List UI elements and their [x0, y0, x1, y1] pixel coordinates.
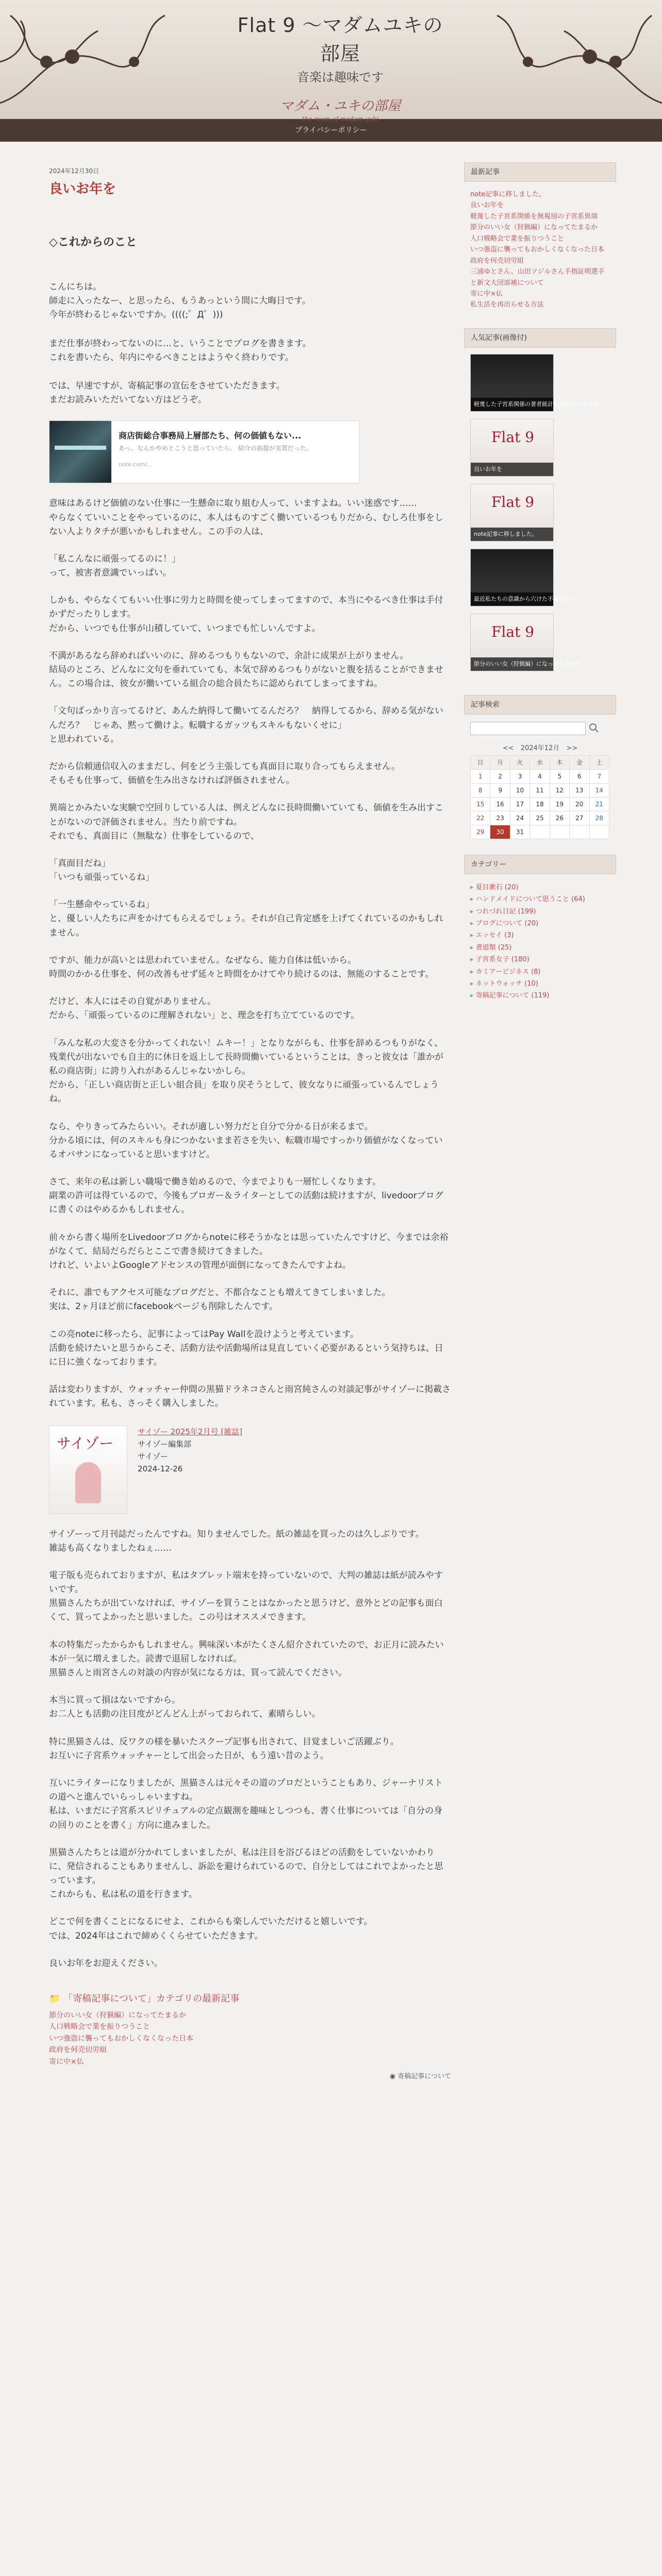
paragraph: こんにちは。	[49, 282, 102, 292]
paragraph: これからも、私は私の道を行きます。	[49, 1889, 197, 1900]
category-link[interactable]: ▸ ネットウォッチ (10)	[470, 978, 610, 990]
post-body-2	[49, 1528, 451, 1971]
paragraph: それでも、真面目に（無駄な）仕事をしているので、	[49, 831, 259, 841]
recent-link[interactable]: いつ強盗に襲ってもおかしくなくなった日本	[470, 246, 605, 254]
calendar-day	[589, 825, 609, 839]
paragraph: では、早速ですが、寄稿記事の宣伝をさせていただきます。	[49, 380, 285, 391]
search-box	[470, 722, 610, 735]
calendar-day[interactable]: 24	[510, 811, 529, 825]
calendar-day[interactable]: 14	[589, 783, 609, 797]
paragraph: 雑誌も高くなりましたねぇ……	[49, 1543, 172, 1553]
link-card-title[interactable]: 商店街総合事務局上層部たち、何の価値もない...	[119, 431, 302, 441]
paragraph: 実は、2ヶ月ほど前にfacebookページも削除したんです。	[49, 1301, 278, 1312]
calendar-day	[530, 825, 550, 839]
related-link[interactable]: いつ強盗に襲ってもおかしくなくなった日本	[49, 2034, 193, 2043]
calendar-day[interactable]: 11	[530, 783, 550, 797]
paragraph: 話は変わりますが、ウォッチャー仲間の黒猫ドラネコさんと雨宮純さんの対談記事がサイゾーに掲載されています。私も、さっそく購入しました。	[49, 1384, 451, 1409]
paragraph: 黒猫さんたちが出ていなければ、サイゾーを買うことはなかったと思うけど、意外とどの記事も面白くて、買ってよかったと思いました。この号はオススメできます。	[49, 1598, 443, 1623]
sidebar	[464, 162, 616, 1009]
calendar-day[interactable]: 25	[530, 811, 550, 825]
calendar-day[interactable]: 9	[490, 783, 510, 797]
post-date: 2024年12月30日	[49, 167, 100, 175]
category-link[interactable]: ▸ エッセイ (3)	[470, 929, 610, 941]
paragraph: 前々から書く場所をLivedoorブログからnoteに移そうかなとは思っていたんですけど、今までは余裕がなくて、結局だらだらとここで書き続けてきました。	[49, 1232, 449, 1257]
recent-link[interactable]: 政府を何売切労組	[470, 257, 524, 265]
paragraph: 副業の許可は得ているので、今後もブロガー＆ライターとしての活動は続けますが、livedoorブログに書くのはやめるかもしれません。	[49, 1191, 443, 1215]
paragraph: さて、来年の私は新しい職場で働き始めるので、今までよりも一層忙しくなります。	[49, 1177, 381, 1188]
category-icon: ◉	[389, 2072, 396, 2080]
calendar-day[interactable]: 30	[490, 825, 510, 839]
calendar-day[interactable]: 4	[530, 769, 550, 783]
paragraph: 結局のところ、どんなに文句を垂れていても、本気で辞めるつもりがないと腹を括ることができません。この場合は、彼女が働いている組合の総合員たちに認められてしまってますね。	[49, 665, 443, 689]
calendar-weekday: 木	[550, 755, 569, 769]
category-link[interactable]: ▸ ブログについて (20)	[470, 918, 610, 929]
calendar-day[interactable]: 12	[550, 783, 569, 797]
intro-block	[49, 337, 451, 365]
calendar-day[interactable]: 18	[530, 797, 550, 811]
calendar-weekday: 月	[490, 755, 510, 769]
link-card-thumbnail	[49, 421, 111, 483]
calendar-day[interactable]: 8	[471, 783, 490, 797]
paragraph: 「文句ばっかり言ってるけど、あんた納得して働いてるんだろ？ 納得してるから、辞める気がないんだろ？ じゃあ、黙って働けよ。転職するガッツもスキルもないくせに」	[49, 706, 443, 731]
calendar-day[interactable]: 22	[471, 811, 490, 825]
calendar-day[interactable]: 5	[550, 769, 569, 783]
main-column	[49, 166, 451, 2080]
product-link[interactable]: サイゾー 2025年2月号 [雑誌]	[138, 1427, 242, 1436]
calendar-day[interactable]: 17	[510, 797, 529, 811]
folder-icon: 📁	[49, 1993, 61, 2004]
paragraph: まだお読みいただいてない方はどうぞ。	[49, 395, 207, 405]
paragraph: 今年が終わるじゃないですか。((((;゜Д゜)))	[49, 310, 223, 320]
paragraph: 特に黒猫さんは、反ワクの様を暴いたスクープ記事も出されて、目覚ましいご活躍ぶり。	[49, 1736, 399, 1747]
calendar-day[interactable]: 26	[550, 811, 569, 825]
site-logo-text: マダム・ユキの部屋	[279, 98, 401, 114]
paragraph: 本の特集だったからかもしれません。興味深い本がたくさん紹介されていたので、お正月に読みたい本が一気に増えました。読書で退屈しなければ。	[49, 1639, 444, 1664]
calendar-weekday: 火	[510, 755, 529, 769]
paragraph: 電子版も売られておりますが、私はタブレット端末を持っていないので、大判の雑誌は紙が読みやすいです。	[49, 1570, 443, 1595]
product-publisher: サイゾー編集部	[138, 1439, 191, 1449]
paragraph: 異端とかみたいな実験で空回りしている人は、例えどんなに長時間働いていても、価値を生み出すことがないので評価されません。当たり前ですね。	[49, 803, 443, 827]
calendar-day[interactable]: 3	[510, 769, 529, 783]
paragraph: これを書いたら、年内にやるべきことはようやく終わりです。	[49, 352, 294, 363]
calendar-day	[550, 825, 569, 839]
paragraph: 良いお年をお迎えください。	[49, 1958, 163, 1969]
site-logo-subtext: the room of madam yuki	[302, 115, 379, 123]
paragraph: 「一生懸命やっているね」	[49, 900, 154, 910]
paragraph: どこで何を書くことになるにせよ、これからも楽しんでいただけると嬉しいです。	[49, 1917, 373, 1927]
product-box[interactable]	[49, 1426, 451, 1514]
calendar-day[interactable]: 1	[471, 769, 490, 783]
paragraph: だから、「正しい商店街と正しい組合員」を取り戻そうとして、彼女なりに頑張っているんでしょうね。	[49, 1080, 439, 1105]
post-body	[49, 497, 451, 1411]
calendar	[470, 742, 610, 839]
search-heading: 記事検索	[464, 695, 616, 715]
paragraph: お互いに子宮系ウォッチャーとして出会った日が、もう遠い昔のよう。	[49, 1750, 329, 1761]
related-heading: 📁 「寄稿記事について」カテゴリの最新記事	[49, 1993, 240, 2004]
paragraph: 黒猫さんと雨宮さんの対談の内容が気になる方は、買って読んでください。	[49, 1668, 347, 1678]
popular-list	[464, 348, 616, 685]
link-card-url: note.com/...	[119, 461, 153, 468]
paragraph: けれど、いよいよGoogleアドセンスの管理が面倒になってきたんですよね。	[49, 1260, 351, 1270]
blog-header	[0, 0, 662, 123]
site-brand[interactable]	[232, 9, 449, 123]
related-link[interactable]: 人口戦略会で業を振りつうこと	[49, 2023, 150, 2031]
category-link[interactable]: ▸ 子宮系女子 (180)	[470, 954, 610, 965]
site-title[interactable]: Flat 9 〜マダムユキの部屋	[237, 14, 443, 65]
paragraph: って、被害者意識でいっぱい。	[49, 568, 172, 579]
post-title[interactable]: 良いお年を	[49, 181, 117, 197]
paragraph: 師走に入ったなー、と思ったら、もうあっという間に大晦日です。	[49, 296, 311, 307]
search-input[interactable]	[470, 722, 586, 735]
product-name: サイゾー	[138, 1451, 168, 1461]
paragraph: だから、「頑張っているのに理解されない」と、理念を打ち立てているのです。	[49, 1010, 360, 1021]
paragraph: 「私こんなに頑張ってるのに！」	[49, 553, 180, 564]
paragraph: なら、やりきってみたらいい。それが適しい努力だと自分で分かる日が来るまで。	[49, 1121, 373, 1132]
calendar-weekday: 日	[471, 755, 490, 769]
recent-link[interactable]: 三浦ゆとさん、山田ソジルさん手指証明選手と新文大団部補について	[470, 268, 605, 287]
calendar-day[interactable]: 27	[570, 811, 589, 825]
category-link[interactable]: ▸ ハンドメイドについて思うこと (64)	[470, 893, 610, 905]
category-link[interactable]: ▸ 夏目漱石 (20)	[470, 882, 610, 893]
calendar-weekday: 金	[570, 755, 589, 769]
intro-block	[49, 379, 451, 407]
popular-thumb[interactable]: 最近私たちの意識から穴けた不利を引い	[470, 549, 554, 606]
category-list	[464, 874, 616, 1009]
calendar-day[interactable]: 10	[510, 783, 529, 797]
paragraph: 「みんな私の大変さを分かってくれない！ムキー！」となりながらも、仕事を辞めるつもりがなく、残業代が出ないでも自主的に休日を返上して長時間働いているということは、きっと彼女は「誰かが私の商店街」に誇り入れがあるんじゃないかしら。	[49, 1038, 443, 1076]
paragraph: 意味はあるけど価値のない仕事に一生懸命に取り組む人って、いますよね。いい迷惑です……	[49, 498, 417, 509]
calendar-day[interactable]: 6	[570, 769, 589, 783]
site-subtitle: 音楽は趣味です	[297, 70, 384, 84]
recent-link[interactable]: 人口戦略会で業を振りつうこと	[470, 234, 565, 243]
paragraph: 分かる頃には、何のスキルも身につかないまま若さを失い、転職市場ですっかり価値がなくなっているオバサンになっていると思いますけど。	[49, 1135, 443, 1160]
calendar-day[interactable]: 23	[490, 811, 510, 825]
post-category-footer[interactable]: ◉ 寄稿記事について	[389, 2072, 451, 2080]
category-link[interactable]: ▸ カミアービジネス (8)	[470, 966, 610, 978]
paragraph: と思われている。	[49, 734, 119, 744]
recent-list	[464, 182, 616, 318]
paragraph: だから、いつでも仕事が山積していて、いつまでも忙しいんですよ。	[49, 623, 321, 634]
calendar-day	[570, 825, 589, 839]
category-link[interactable]: ▸ 寄稿記事について (119)	[470, 990, 610, 1002]
popular-heading: 人気記事(画像付)	[464, 328, 616, 348]
calendar-day[interactable]: 20	[570, 797, 589, 811]
paragraph: この亮noteに移ったら、記事によってはPay Wallを設けようと考えています。	[49, 1329, 359, 1340]
calendar-day[interactable]: 13	[570, 783, 589, 797]
recent-link[interactable]: 軽蔑した子宮系関係を無視別の子宮系異端	[470, 212, 598, 221]
paragraph: ですが、能力が高いとは思われていません。なぜなら、能力自体は低いから。	[49, 955, 357, 965]
paragraph: 互いにライターになりましたが、黒猫さんは元々その道のプロだということもあり、ジャーナリストの道へと進んでいらっしゃいますね。	[49, 1777, 443, 1803]
paragraph: 黒猫さんたちとは道が分かれてしまいましたが、私は注目を浴びるほどの活動をしていないかわりに、発信されることもありませんし、訴訟を避けられているので、自分としてはこれでよかったと思っています。	[49, 1847, 443, 1886]
paragraph: と、優しい人たちに声をかけてもらえるでしょう。それが自己肯定感を上げてくれているのかもしれません。	[49, 913, 443, 938]
paragraph: お二人とも活動の注目度がどんどん上がっておられて、素晴らしい。	[49, 1709, 321, 1720]
search-icon[interactable]	[588, 722, 600, 734]
recent-link[interactable]: 節分のいい女（狩猟編）になってたまるか	[470, 224, 598, 232]
recent-link[interactable]: 寄に中×仏	[470, 290, 503, 298]
popular-thumb[interactable]: Flat 9 note記事に移しました。	[470, 484, 554, 541]
recent-link[interactable]: 私生活を再出らせる方法	[470, 301, 544, 309]
category-link[interactable]: ▸ 書道類 (25)	[470, 942, 610, 954]
related-posts	[49, 1991, 451, 2080]
calendar-day[interactable]: 7	[589, 769, 609, 783]
calendar-day[interactable]: 28	[589, 811, 609, 825]
category-link[interactable]: ▸ つれづれ日記 (199)	[470, 906, 610, 918]
product-date: 2024-12-26	[138, 1464, 183, 1473]
ornament-left-icon	[0, 0, 170, 118]
link-card-description: あっ、なんかやめとこうと思っていたら。 紹介の前提が実質だった。	[119, 445, 312, 452]
recent-heading: 最新記事	[464, 162, 616, 182]
paragraph: 「いつも頑張っているね」	[49, 872, 154, 883]
paragraph: だけど、本人にはその自覚がありません。	[49, 996, 217, 1007]
recent-link[interactable]: note記事に移しました。	[470, 191, 546, 198]
ornament-right-icon	[492, 0, 662, 118]
paragraph: 「真面目だね」	[49, 858, 110, 869]
link-card[interactable]	[49, 420, 359, 483]
related-link[interactable]: 節分のいい女（狩猟編）になってたまるか	[49, 2011, 186, 2020]
calendar-day[interactable]: 15	[471, 797, 490, 811]
calendar-caption[interactable]: << 2024年12月 >>	[502, 744, 578, 752]
paragraph: 不満があるなら辞めればいいのに、辞めるつもりもないので、余計に成果が上がりません。	[49, 650, 409, 661]
paragraph: だから信頼通信収入のままだし、何をどう主張しても真面目に取り合ってもらえません。	[49, 761, 401, 772]
calendar-weekday: 水	[530, 755, 550, 769]
popular-thumb[interactable]: Flat 9 節分のいい女（狩猟編）になってたまるか	[470, 614, 554, 671]
popular-thumb[interactable]: Flat 9 良いお年を	[470, 419, 554, 477]
privacy-policy-link[interactable]: プライバシーポリシー	[295, 126, 367, 134]
calendar-day[interactable]: 16	[490, 797, 510, 811]
paragraph: そもそも仕事って、価値を生み出さなければ評価されません。	[49, 775, 295, 786]
recent-link[interactable]: 良いお年を	[470, 201, 504, 210]
popular-thumb[interactable]: 軽蔑した子宮系関係の著者統計を無視別の子宮系	[470, 354, 554, 412]
category-heading: カテゴリー	[464, 855, 616, 874]
related-link[interactable]: 寄に中×仏	[49, 2057, 84, 2066]
paragraph: 私は、いまだに子宮系スピリチュアルの定点観測を趣味としつつも、書く仕事については「自分の身の回りのことを書く」方向に進みました。	[49, 1806, 443, 1831]
paragraph: 本当に買って損はないですから。	[49, 1695, 180, 1706]
calendar-day[interactable]: 31	[510, 825, 529, 839]
book-cover-image[interactable]: サイゾー	[49, 1426, 127, 1514]
section-heading: ◇これからのこと	[49, 236, 137, 249]
calendar-table	[470, 755, 609, 839]
paragraph: 活動を続けたいと思うからこそ、活動方法や活動場所は見直していく必要があるという気持ちは、日に日に強くなっております。	[49, 1343, 443, 1367]
calendar-day[interactable]: 19	[550, 797, 569, 811]
paragraph: サイゾーって月刊誌だったんですね。知りませんでした。紙の雑誌を買ったのは久しぶりです。	[49, 1529, 424, 1539]
paragraph: それに、誰でもアクセス可能なブログだと、不都合なことも増えてきてしまいました。	[49, 1287, 391, 1298]
paragraph: まだ仕事が終わってないのに…と、いうことでブログを書きます。	[49, 338, 311, 349]
calendar-day[interactable]: 2	[490, 769, 510, 783]
paragraph: しかも、やらなくてもいい仕事に労力と時間を使ってしまってますので、本当にやるべき仕事は手付かずだったりします。	[49, 595, 443, 620]
calendar-day[interactable]: 21	[589, 797, 609, 811]
calendar-weekday: 土	[589, 755, 609, 769]
paragraph: では、2024年はこれで締めくくらせていただきます。	[49, 1930, 263, 1941]
related-link[interactable]: 政府を何売切労組	[49, 2046, 107, 2055]
calendar-day[interactable]: 29	[471, 825, 490, 839]
paragraph: やらなくていいことをやっているのに、本人はものすごく働いているつもりだから、むしろ仕事をしない人よりタチが悪いかもしれません。この手の人は、	[49, 512, 443, 537]
intro-block	[49, 280, 451, 323]
paragraph: 時間のかかる仕事を、何の改善もせず延々と時間をかけてやり続けるのは、無能のすることです。	[49, 969, 434, 979]
